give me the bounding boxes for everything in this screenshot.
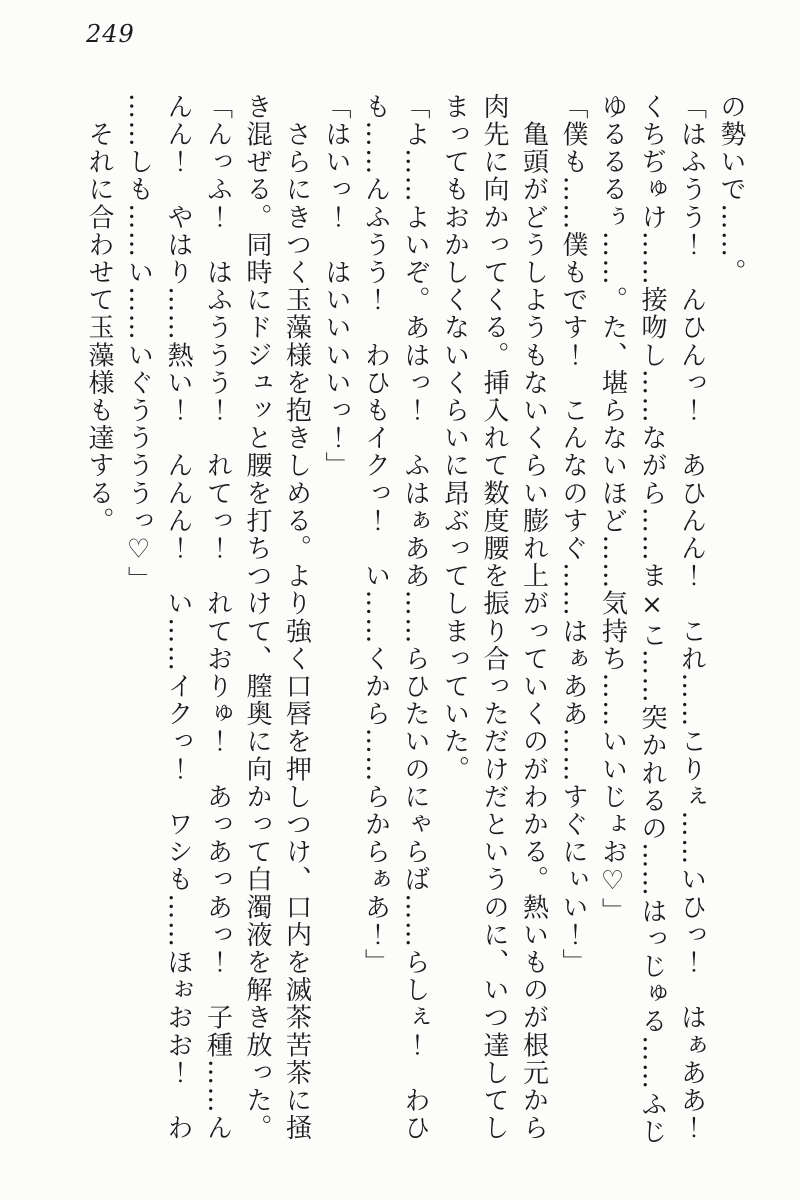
text-line: まってもおかしくないくらいに昂ぶってしまっていた。 xyxy=(439,93,470,783)
text-line: 「僕も……僕もです！ こんなのすぐ……はぁああ……すぐにぃい！」 xyxy=(558,93,588,977)
text-line: の勢いで……。 xyxy=(716,93,746,287)
text-line: も……んふうう！ わひもイクっ！ い……くから……らからぁあ！」 xyxy=(360,93,391,977)
text-line: 「んっふ！ はふううう！ れてっ！ れておりゅ！ あっあっあっ！ 子種……ん xyxy=(202,93,233,1142)
text-line: き混ぜる。同時にドジュッと腰を打ちつけて、膣奥に向かって白濁液を解き放った。 xyxy=(242,93,272,1142)
text-line: さらにきつく玉藻様を抱きしめる。より強く口唇を押しつけ、口内を滅茶苦茶に掻 xyxy=(281,93,312,1142)
text-line: 「はふうう！ んひんっ！ あひんん！ これ……こりぇ……いひっ！ はぁああ！ xyxy=(676,93,707,1142)
vertical-text-block xyxy=(79,93,751,1155)
text-line: ゆるるるぅ……。た、堪らないほど……気持ち……いいじょお♡」 xyxy=(597,93,628,925)
page-number: 249 xyxy=(86,20,135,48)
text-line: 「はいっ！ はいいいいっ！」 xyxy=(321,93,351,480)
text-line: 亀頭がどうしようもないくらい膨れ上がっていくのがわかる。熱いものが根元から xyxy=(518,93,549,1142)
text-line: それに合わせて玉藻様も達する。 xyxy=(84,93,114,535)
text-line: くちぢゅけ……接吻し……ながら……ま×こ……突かれるの……はっじゅる……ふじ xyxy=(637,93,667,1146)
text-line: 「よ……よいぞ。あはっ！ ふはぁああ……らひたいのにゃらば……らしぇ！ わひ xyxy=(400,93,430,1142)
text-line: 肉先に向かってくる。挿入れて数度腰を振り合っただけだというのに、いつ達してし xyxy=(479,93,509,1142)
text-line: んん！ やはり……熱い！ んんん！ い……イクっ！ ワシも……ほぉおお！ わ xyxy=(163,93,193,1142)
text-line: ……しも……い……いぐううううっ♡」 xyxy=(123,93,154,594)
